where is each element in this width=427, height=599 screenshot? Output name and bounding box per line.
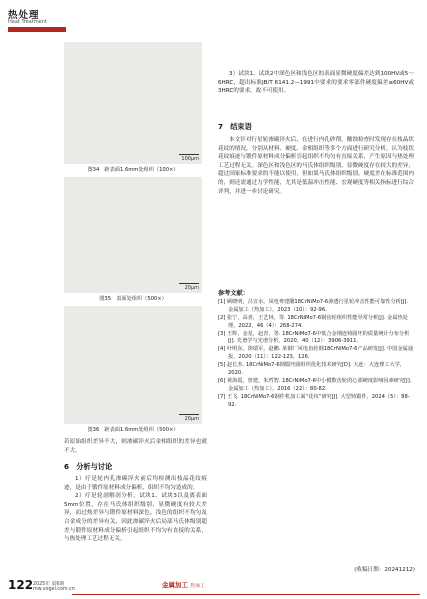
scale-label: 20μm xyxy=(184,416,199,422)
left-text-body xyxy=(64,475,207,544)
micrograph-34 xyxy=(64,42,202,164)
micrograph-35 xyxy=(64,177,202,293)
reference-item: [3] 王辉，金星，赵青，等. 18CrNiMo7-6中低合金钢连铸圆坯的质量统计分布分析[J]. 光谱学与光谱分析，2020，40（12）：3906-3911. xyxy=(218,330,410,345)
website-label: mw.vogel.com.cn xyxy=(33,587,75,592)
micrograph-36 xyxy=(64,306,202,424)
figure-35 xyxy=(64,177,202,302)
brand-name: 金属加工 xyxy=(162,581,188,589)
reference-item: [4] 叶明东，徐瑞军，赵鹏. 某钢厂风电齿轮钢18CrNiMo7-6产品研发[J]. 中国金属通报，2020（11）：122-123，126. xyxy=(218,346,414,361)
scale-bar xyxy=(179,154,199,155)
figure-34 xyxy=(64,42,202,173)
received-date: (收稿日期：20241212) xyxy=(354,567,415,573)
paragraph: 1）疗是轮内孔渗碳淬火前后均检测出枝晶花纹痕迹，是由于锻件原材料成分偏析，组织不均匀造成的。 xyxy=(64,476,207,491)
right-text-top xyxy=(218,70,414,96)
scale-bar xyxy=(179,414,199,415)
figure-caption: 图34 距表面1.6mm处组织（100×） xyxy=(87,167,179,173)
scale-label: 20μm xyxy=(184,285,199,291)
scale-label: 100μm xyxy=(181,156,199,162)
page-number: 122 xyxy=(8,578,34,592)
reference-item: [1] 顾晓明，吕宣水，凤电粤建雕18CrNiMo7-6渗透行星轮冲击性能可靠性分析[J]. 金属加工（热加工），2023（10）：92-96. xyxy=(218,298,409,313)
paragraph: 3）试块1、试块2中深色区和浅色区的表面显微硬度偏差达到100HV或5～6HRC，超出标准JB/T 6141.2—1991中要求的要求零部件硬度偏差≤60HV或3HRC的要求，故不可使用。 xyxy=(218,71,414,95)
section-heading-7: 7 结束语 xyxy=(218,122,252,131)
brand-sub: 热加工 xyxy=(190,584,205,589)
reference-item: [2] 张宁，高喜，王艺林，等. 18CrNiMo7-6钢齿轮组织性能异常分析[J]. 金属热处理，2022，46（4）：268-274. xyxy=(218,314,408,329)
figure-36 xyxy=(64,306,202,433)
section-heading-6: 6 分析与讨论 xyxy=(64,462,113,471)
footer-rule xyxy=(72,594,420,595)
reference-item: [7] 王飞. 18CrNiMo7-6钢件机加工面“花纹”研究[J]. 大型铸锻件，2024（5）：88-92. xyxy=(218,393,410,408)
figure-caption: 图35 表面处组织（500×） xyxy=(99,296,167,302)
header-accent-bar xyxy=(8,27,66,32)
figure-caption: 图36 距表面1.6mm处组织（500×） xyxy=(87,427,179,433)
paragraph: 2）疗是轮剖解剖分析，试块1、试块3以及离表面5mm位置，存在马氏体组织级别，显微硬度有较大差异，而过热差异与锻件原材料深色、浅色的组织不均匀及合金成分的差异有关，因此渗碳淬火后局部马氏体级别超差与锻件原材料成分偏析引起组织不均匀有直接的关系，与热处理工艺过程无关。 xyxy=(64,493,207,543)
right-text-body xyxy=(218,136,414,196)
left-text-top xyxy=(64,438,207,455)
journal-section-subtitle: Heat Treatment xyxy=(8,19,47,25)
references-heading: 参考文献： xyxy=(218,290,249,297)
references xyxy=(218,290,414,410)
scale-bar xyxy=(179,283,199,284)
paragraph: 本文针对行星轮渗碳淬火后，在进行内孔砂削、酸蚀检查时发现存在枝晶状花纹的情况，分别从材料、硬度、金相组织等多个方面进行研究分析，认为枝状花纹痕迹与锻件原材料成分偏析引起组织不均匀有直接关系，产生原因与热处理工艺过程无关。深色区和浅色区的马氏体组织级别、显微硬度存在较大的差异，超过国家标准要求的不能以使用，但如果马氏体组织级别、硬度差在标准范围内的，则还需通过力学性能，尤其是低温冲击性能、宏观硬度等相关指标进行综合评判，并进一步讨论研究。 xyxy=(218,137,414,195)
reference-item: [5] 赵长杰. 18CrNiMo7-6钢锻坯圆组织优化技术研究[D]. 大连：大连理工大学，2020. xyxy=(218,362,406,377)
reference-item: [6] 黄海霞，詹建，朱哲智. 18CrNiMo7-6中小模数齿轮的心部硬度影响因素研究[J]. 金属加工（热加工），2016（22）：80-82. xyxy=(218,377,412,392)
journal-section-title: 热处理 xyxy=(8,10,40,21)
issue-label: 2025年 第6期 xyxy=(33,582,65,587)
journal-brand xyxy=(162,580,205,589)
paragraph: 若原始组织差异不大，则渗碳淬火后金相组织的差异也就不大。 xyxy=(64,439,207,454)
